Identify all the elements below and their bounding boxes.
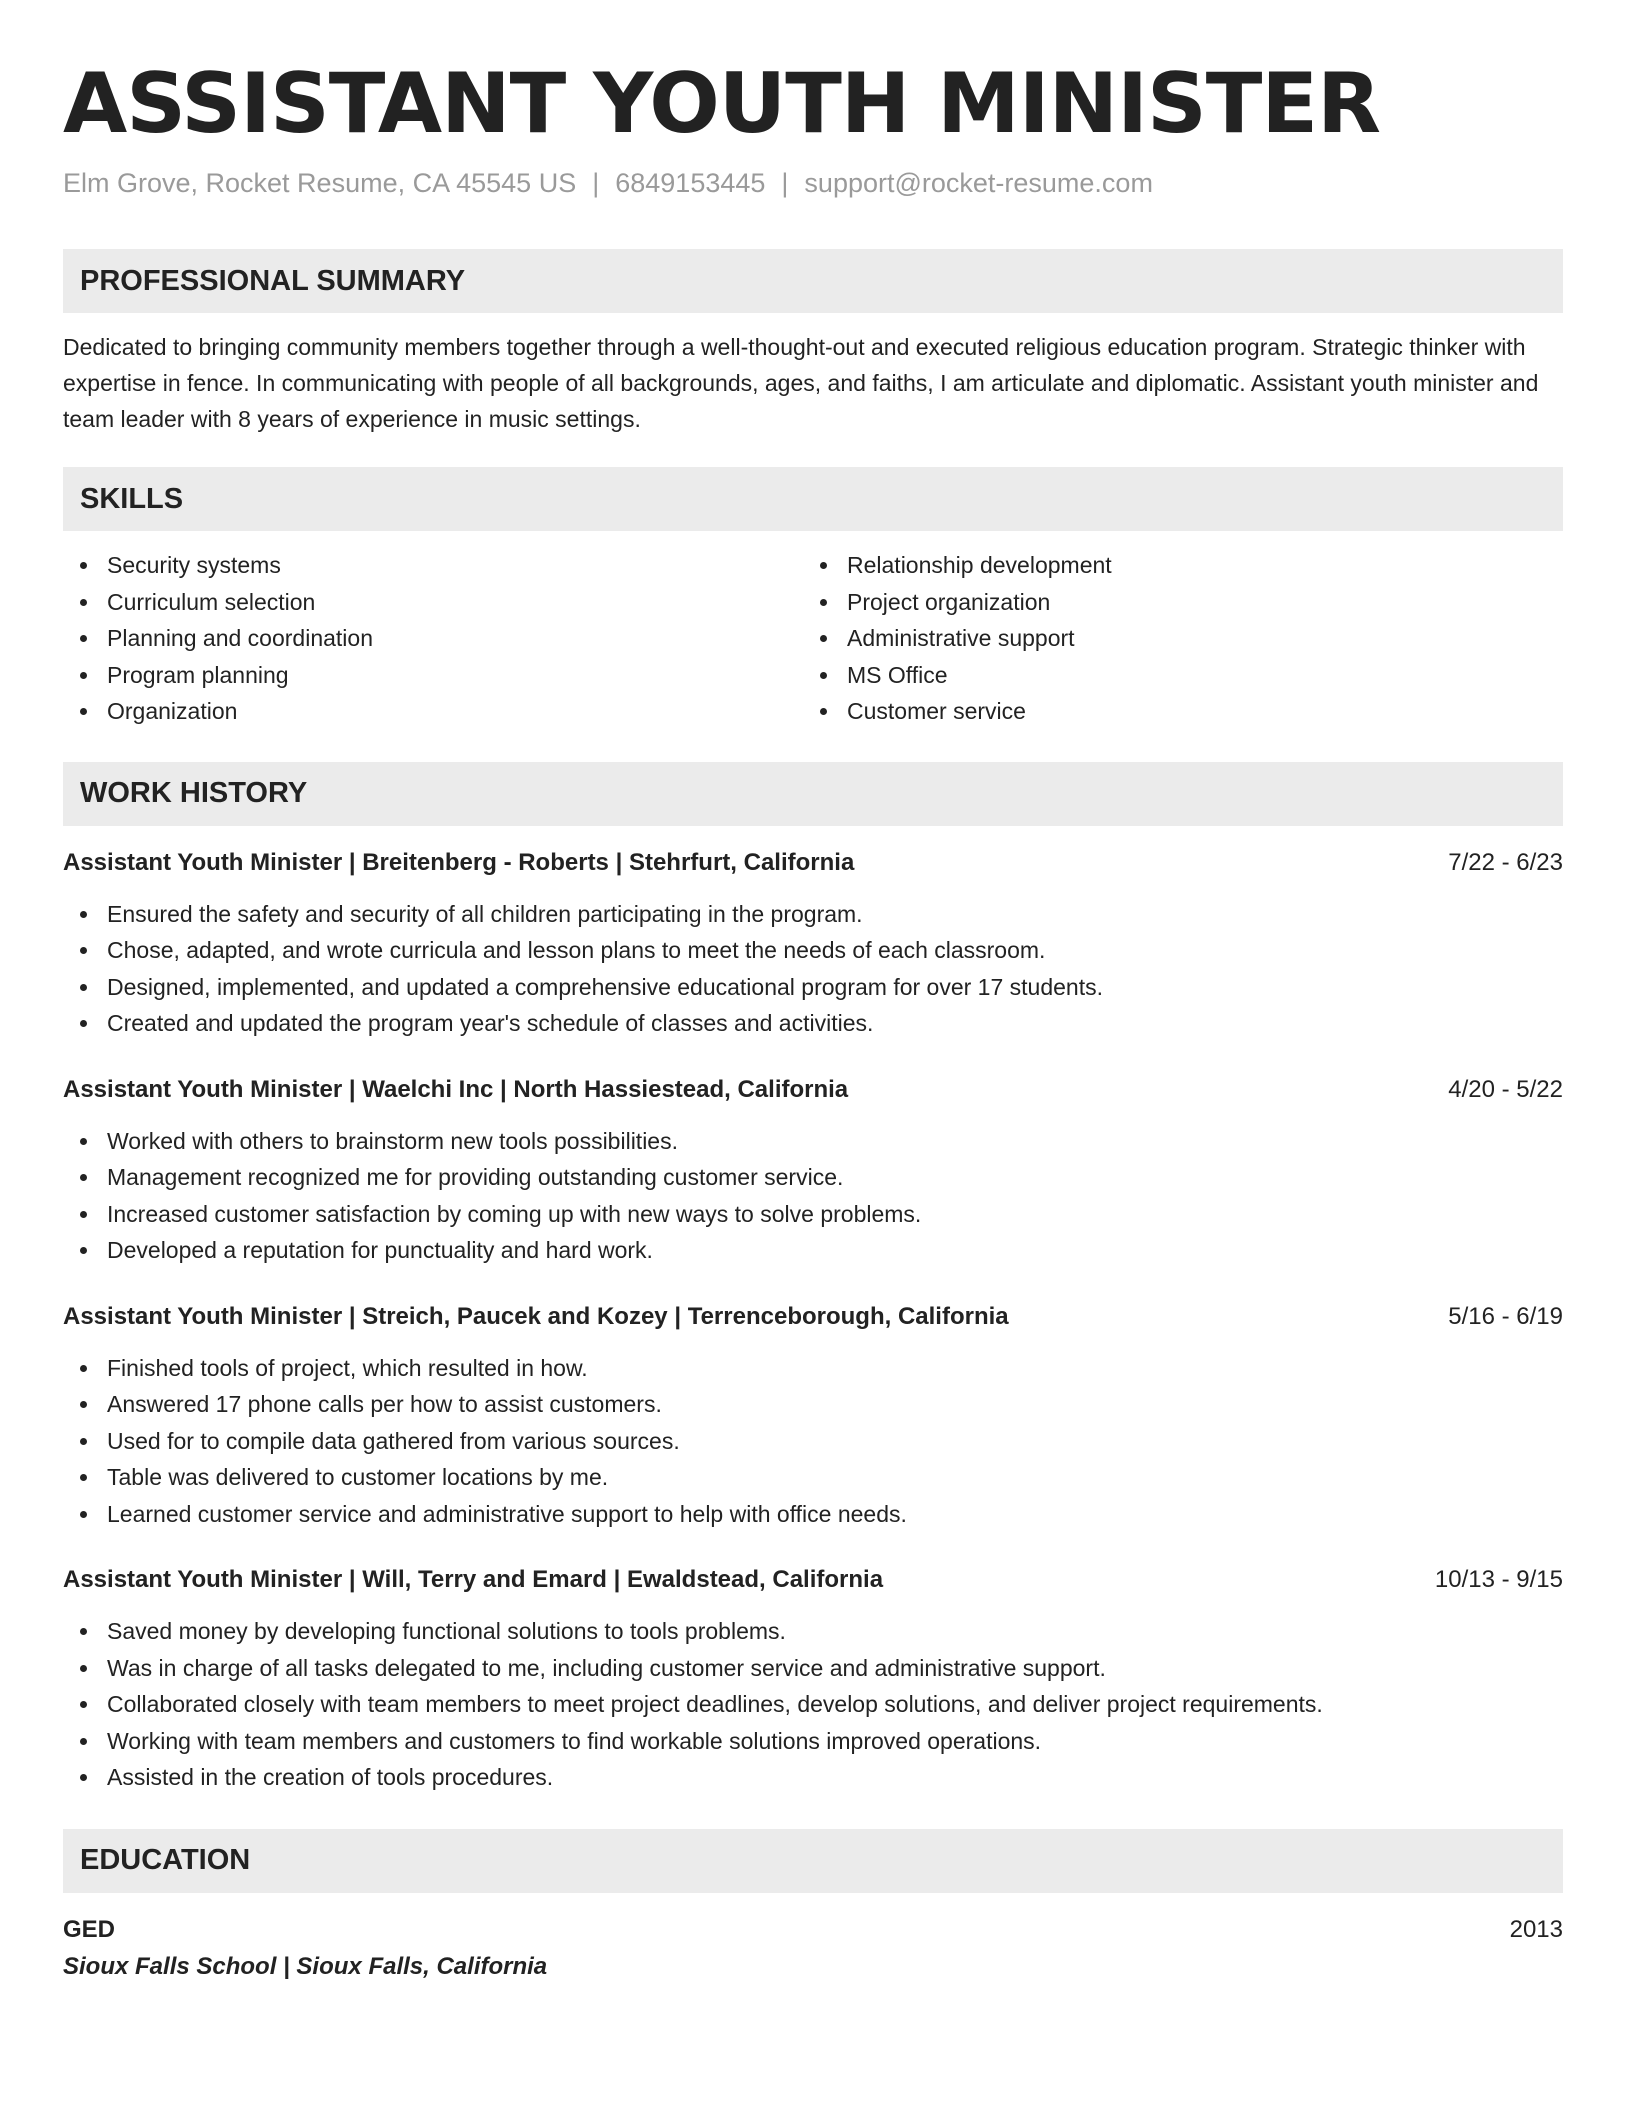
contact-separator: |	[592, 168, 600, 198]
job-bullet: Working with team members and customers to find workable solutions improved operations.	[63, 1723, 1563, 1760]
job-bullet: Answered 17 phone calls per how to assist customers.	[63, 1386, 1563, 1423]
skill-item: Project organization	[803, 584, 1543, 621]
job-bullet: Table was delivered to customer locations by me.	[63, 1459, 1563, 1496]
skill-item: Administrative support	[803, 620, 1543, 657]
job-bullet: Worked with others to brainstorm new tools possibilities.	[63, 1123, 1563, 1160]
skill-item: Planning and coordination	[63, 620, 803, 657]
job-bullet: Designed, implemented, and updated a comprehensive educational program for over 17 students.	[63, 969, 1563, 1006]
skill-item: MS Office	[803, 657, 1543, 694]
job-bullets	[63, 1613, 1563, 1796]
job-heading	[63, 1300, 1563, 1334]
job-dates: 7/22 - 6/23	[1448, 848, 1563, 876]
job-bullet: Saved money by developing functional solutions to tools problems.	[63, 1613, 1563, 1650]
job-heading	[63, 846, 1563, 880]
contact-separator: |	[781, 168, 789, 198]
school: Sioux Falls School | Sioux Falls, California	[63, 1952, 548, 1980]
job-bullets	[63, 1123, 1563, 1269]
job-bullet: Used for to compile data gathered from various sources.	[63, 1423, 1563, 1460]
job-bullets	[63, 1350, 1563, 1533]
contact-phone: 6849153445	[615, 168, 766, 198]
job-title: Assistant Youth Minister | Waelchi Inc | North Hassiestead, California	[63, 1075, 849, 1103]
job-bullet: Assisted in the creation of tools procedures.	[63, 1759, 1563, 1796]
job-entry	[63, 1300, 1563, 1533]
skill-item: Customer service	[803, 693, 1543, 730]
job-bullet: Created and updated the program year's schedule of classes and activities.	[63, 1005, 1563, 1042]
job-bullet: Increased customer satisfaction by coming up with new ways to solve problems.	[63, 1196, 1563, 1233]
education-section-header: EDUCATION	[63, 1829, 1563, 1893]
job-dates: 10/13 - 9/15	[1434, 1566, 1563, 1593]
skill-item: Security systems	[63, 547, 803, 584]
job-dates: 4/20 - 5/22	[1448, 1075, 1563, 1103]
job-heading	[63, 1563, 1563, 1597]
summary-text: Dedicated to bringing community members together through a well-thought-out and executed religious education program. Strategic thinker with expertise in fence. In communicating with people of all backgrounds, ages, and faiths, I am articulate and diplomatic. Assistant youth minister and team leader with 8 years of experience in music settings.	[63, 334, 1539, 432]
job-title: Assistant Youth Minister | Streich, Paucek and Kozey | Terrenceborough, California	[63, 1302, 1009, 1330]
graduation-year: 2013	[1509, 1915, 1563, 1943]
contact-line	[63, 168, 1563, 199]
work-history-section-header: WORK HISTORY	[63, 762, 1563, 826]
job-bullet: Chose, adapted, and wrote curricula and lesson plans to meet the needs of each classroom.	[63, 932, 1563, 969]
degree: GED	[63, 1915, 116, 1943]
job-title: Assistant Youth Minister | Will, Terry and Emard | Ewaldstead, California	[63, 1566, 884, 1593]
job-bullets	[63, 896, 1563, 1042]
resume-content	[63, 54, 1563, 1987]
job-bullet: Finished tools of project, which resulted in how.	[63, 1350, 1563, 1387]
job-bullet: Developed a reputation for punctuality and hard work.	[63, 1232, 1563, 1269]
job-heading	[63, 1073, 1563, 1107]
summary-section-header: PROFESSIONAL SUMMARY	[63, 249, 1563, 313]
education-entry	[63, 1913, 1563, 1987]
skill-item: Organization	[63, 693, 803, 730]
skills-section-header: SKILLS	[63, 467, 1563, 531]
job-entry	[63, 846, 1563, 1042]
job-bullet: Learned customer service and administrative support to help with office needs.	[63, 1496, 1563, 1533]
skill-item: Relationship development	[803, 547, 1543, 584]
job-bullet: Collaborated closely with team members to meet project deadlines, develop solutions, and deliver project requirements.	[63, 1686, 1563, 1723]
skill-item: Program planning	[63, 657, 803, 694]
contact-email: support@rocket-resume.com	[804, 168, 1153, 198]
job-bullet: Was in charge of all tasks delegated to me, including customer service and administrative support.	[63, 1650, 1563, 1687]
contact-address: Elm Grove, Rocket Resume, CA 45545 US	[63, 168, 577, 198]
job-entry	[63, 1073, 1563, 1269]
resume-name: ASSISTANT YOUTH MINISTER	[63, 55, 1381, 152]
job-dates: 5/16 - 6/19	[1448, 1302, 1563, 1330]
skills-list	[63, 547, 1563, 730]
job-bullet: Ensured the safety and security of all children participating in the program.	[63, 896, 1563, 933]
skill-item: Curriculum selection	[63, 584, 803, 621]
job-entry	[63, 1563, 1563, 1796]
education-heading	[63, 1913, 1563, 1947]
job-title: Assistant Youth Minister | Breitenberg - Roberts | Stehrfurt, California	[63, 848, 855, 876]
skills-column-left	[63, 547, 803, 730]
job-bullet: Management recognized me for providing outstanding customer service.	[63, 1159, 1563, 1196]
skills-column-right	[803, 547, 1543, 730]
